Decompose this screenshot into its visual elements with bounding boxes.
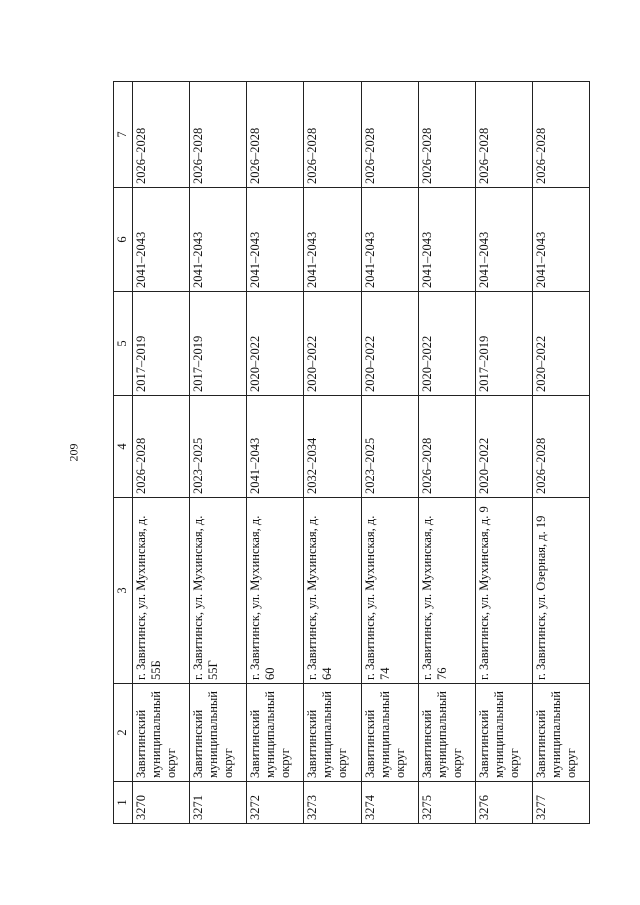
- period-cell-5: 2017–2019: [133, 292, 190, 396]
- header-cell: 5: [114, 292, 133, 396]
- data-table: [113, 81, 590, 824]
- period-cell-5: 2020–2022: [304, 292, 361, 396]
- period-cell-5: 2020–2022: [361, 292, 418, 396]
- address-cell: г. Завитинск, ул. Мухинская, д. 64: [304, 498, 361, 684]
- rotated-table-wrapper: [113, 82, 590, 824]
- municipality-cell: Завитинский муниципальный округ: [133, 684, 190, 782]
- period-cell-6: 2041–2043: [247, 188, 304, 292]
- address-cell: г. Завитинск, ул. Мухинская, д. 9: [475, 498, 532, 684]
- period-cell-6: 2041–2043: [361, 188, 418, 292]
- period-cell-6: 2041–2043: [418, 188, 475, 292]
- period-cell-4: 2026–2028: [418, 396, 475, 498]
- header-cell: 6: [114, 188, 133, 292]
- period-cell-4: 2041–2043: [247, 396, 304, 498]
- row-number: 3276: [475, 782, 532, 824]
- period-cell-7: 2026–2028: [418, 82, 475, 188]
- row-number: 3274: [361, 782, 418, 824]
- period-cell-5: 2017–2019: [475, 292, 532, 396]
- table-row: [247, 82, 304, 824]
- period-cell-4: 2023–2025: [361, 396, 418, 498]
- period-cell-4: 2032–2034: [304, 396, 361, 498]
- period-cell-7: 2026–2028: [532, 82, 589, 188]
- period-cell-5: 2017–2019: [190, 292, 247, 396]
- period-cell-6: 2041–2043: [304, 188, 361, 292]
- period-cell-6: 2041–2043: [133, 188, 190, 292]
- address-cell: г. Завитинск, ул. Мухинская, д. 74: [361, 498, 418, 684]
- period-cell-7: 2026–2028: [361, 82, 418, 188]
- header-cell: 7: [114, 82, 133, 188]
- period-cell-7: 2026–2028: [475, 82, 532, 188]
- table-row: [190, 82, 247, 824]
- table-row: [532, 82, 589, 824]
- period-cell-4: 2026–2028: [133, 396, 190, 498]
- header-cell: 2: [114, 684, 133, 782]
- address-cell: г. Завитинск, ул. Мухинская, д. 76: [418, 498, 475, 684]
- period-cell-5: 2020–2022: [532, 292, 589, 396]
- address-cell: г. Завитинск, ул. Мухинская, д. 60: [247, 498, 304, 684]
- row-number: 3271: [190, 782, 247, 824]
- period-cell-6: 2041–2043: [190, 188, 247, 292]
- table-row: [418, 82, 475, 824]
- period-cell-5: 2020–2022: [418, 292, 475, 396]
- period-cell-7: 2026–2028: [133, 82, 190, 188]
- municipality-cell: Завитинский муниципальный округ: [190, 684, 247, 782]
- table-row: [475, 82, 532, 824]
- row-number: 3273: [304, 782, 361, 824]
- row-number: 3270: [133, 782, 190, 824]
- header-cell: 4: [114, 396, 133, 498]
- period-cell-4: 2026–2028: [532, 396, 589, 498]
- municipality-cell: Завитинский муниципальный округ: [475, 684, 532, 782]
- row-number: 3275: [418, 782, 475, 824]
- period-cell-4: 2023–2025: [190, 396, 247, 498]
- table-row: [361, 82, 418, 824]
- address-cell: г. Завитинск, ул. Мухинская, д. 55Г: [190, 498, 247, 684]
- period-cell-7: 2026–2028: [247, 82, 304, 188]
- header-cell: 3: [114, 498, 133, 684]
- page-number-area: [54, 0, 94, 905]
- municipality-cell: Завитинский муниципальный округ: [247, 684, 304, 782]
- period-cell-6: 2041–2043: [532, 188, 589, 292]
- period-cell-6: 2041–2043: [475, 188, 532, 292]
- address-cell: г. Завитинск, ул. Мухинская, д. 55Б: [133, 498, 190, 684]
- row-number: 3277: [532, 782, 589, 824]
- address-cell: г. Завитинск, ул. Озерная, д. 19: [532, 498, 589, 684]
- municipality-cell: Завитинский муниципальный округ: [532, 684, 589, 782]
- header-cell: 1: [114, 782, 133, 824]
- municipality-cell: Завитинский муниципальный округ: [361, 684, 418, 782]
- period-cell-4: 2020–2022: [475, 396, 532, 498]
- period-cell-5: 2020–2022: [247, 292, 304, 396]
- municipality-cell: Завитинский муниципальный округ: [304, 684, 361, 782]
- table-row: [304, 82, 361, 824]
- page-number: 209: [66, 443, 81, 462]
- period-cell-7: 2026–2028: [190, 82, 247, 188]
- municipality-cell: Завитинский муниципальный округ: [418, 684, 475, 782]
- period-cell-7: 2026–2028: [304, 82, 361, 188]
- table-row: [133, 82, 190, 824]
- header-row: [114, 82, 133, 824]
- row-number: 3272: [247, 782, 304, 824]
